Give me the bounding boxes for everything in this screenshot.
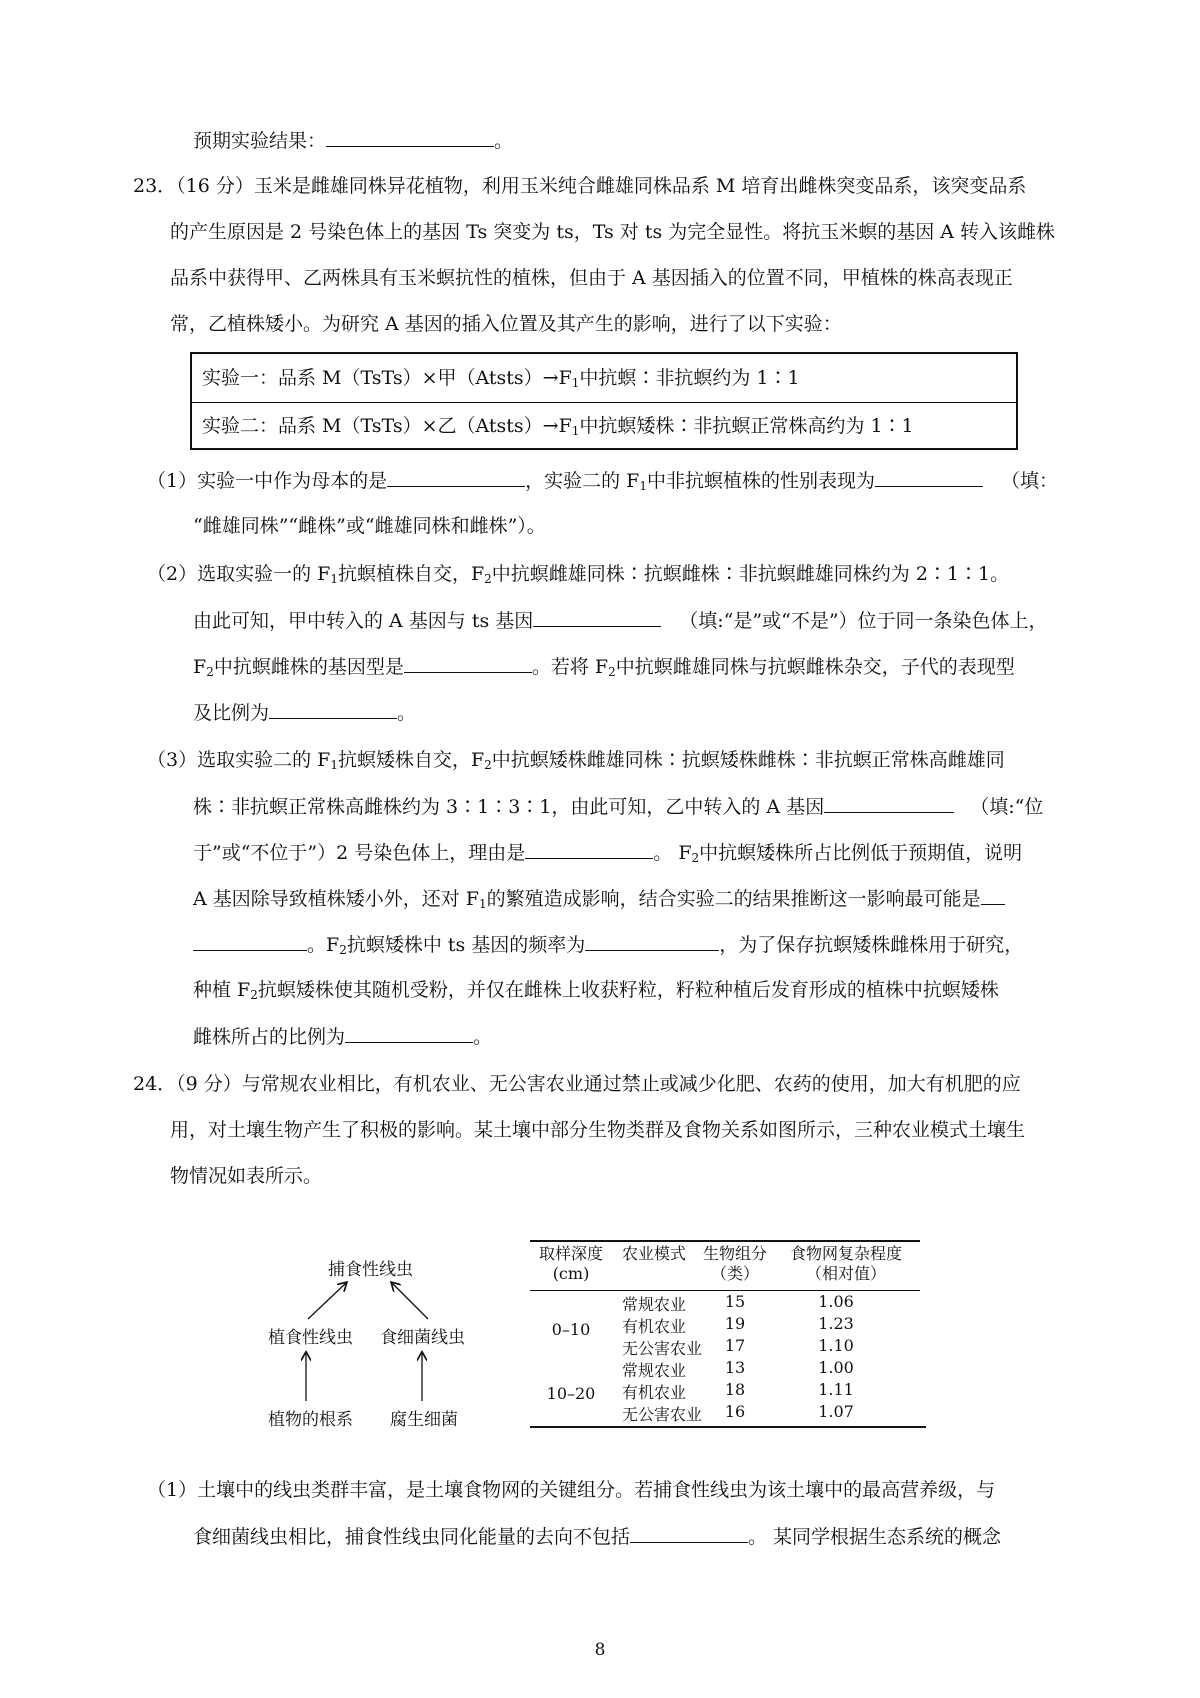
q24-line-1: 24．（9 分）与常规农业相比，有机农业、无公害农业通过禁止或减少化肥、农药的使用，加大有机肥的应 [133, 1073, 1021, 1095]
q23-part2-line-4: 及比例为 。 [193, 698, 416, 727]
header-mode: 农业模式 [621, 1244, 686, 1263]
q24-line-3: 物情况如表所示。 [170, 1165, 323, 1187]
mode-cell: 无公害农业 [621, 1405, 702, 1424]
soil-organism-table [530, 1240, 930, 1440]
count-cell: 16 [724, 1402, 746, 1421]
experiment-2: 实验二：品系 M（TsTs）×乙$(Atsts)\to F_1$中抗螟矮株∶非抗螟正常株高约为 1∶1 [202, 415, 914, 438]
count-cell: 15 [724, 1292, 746, 1311]
answer-blank[interactable] [387, 466, 525, 487]
arrow-herbivore-to-predator [308, 1283, 346, 1319]
table-header-rule [530, 1290, 920, 1291]
complexity-cell: 1.00 [818, 1358, 854, 1377]
count-cell: 17 [724, 1336, 746, 1355]
answer-blank[interactable] [404, 652, 532, 673]
node-saprophytic-bacteria: 腐生细菌 [390, 1410, 458, 1430]
count-cell: 18 [724, 1380, 746, 1399]
answer-blank[interactable] [533, 606, 661, 627]
q24-part1-line-2: 食细菌线虫相比，捕食性线虫同化能量的去向不包括 。 某同学根据生态系统的概念 [193, 1522, 1001, 1551]
depth-cell: 0–10 [551, 1320, 591, 1339]
page-number: 8 [594, 1640, 606, 1660]
q23-part2-line-1: （2）选取实验一的 $F_1$抗螟植株自交，$F_2$中抗螟雌雄同株∶抗螟雌株∶非抗螟雌雄同株约为 2∶1∶1。 [147, 563, 1010, 586]
node-bacterivorous-nematode: 食细菌线虫 [380, 1328, 465, 1348]
food-web-diagram [268, 1255, 498, 1435]
depth-cell: 10–20 [546, 1384, 596, 1403]
mode-cell: 有机农业 [621, 1317, 686, 1336]
experiment-box [190, 352, 1018, 450]
complexity-cell: 1.10 [818, 1336, 854, 1355]
count-cell: 13 [724, 1358, 746, 1377]
q23-part3-line-4: A 基因除导致植株矮小外，还对 $F_1$的繁殖造成影响，结合实验二的结果推断这一影响最可能是 [193, 884, 1005, 918]
food-web-arrows [268, 1255, 498, 1435]
table-bottom-rule [530, 1426, 926, 1428]
answer-blank[interactable] [193, 930, 307, 951]
table-top-rule [530, 1240, 920, 1242]
q23-part2-line-3: $F_2$中抗螟雌株的基因型是 。若将 $F_2$中抗螟雌雄同株与抗螟雌株杂交，子代的表现型 [193, 652, 1015, 686]
experiment-1: 实验一：品系 M（TsTs）×甲$(Atsts)\to F_1$中抗螟∶非抗螟约为 1∶1 [192, 354, 1016, 403]
answer-blank[interactable] [345, 1022, 473, 1043]
mode-cell: 常规农业 [621, 1361, 686, 1380]
q24-line-2: 用，对土壤生物产生了积极的影响。某土壤中部分生物类群及食物关系如图所示，三种农业模式土壤生 [170, 1119, 1026, 1141]
count-cell: 19 [724, 1314, 746, 1333]
q23-line-3: 品系中获得甲、乙两株具有玉米螟抗性的植株，但由于 A 基因插入的位置不同，甲植株的株高表现正 [170, 267, 1013, 289]
header-depth: 取样深度 (cm) [538, 1244, 603, 1283]
node-predatory-nematode: 捕食性线虫 [328, 1260, 413, 1280]
q23-line-4: 常，乙植株矮小。为研究 A 基因的插入位置及其产生的影响，进行了以下实验： [170, 313, 842, 335]
answer-blank[interactable] [525, 838, 653, 859]
mode-cell: 常规农业 [621, 1295, 686, 1314]
q23-line-2: 的产生原因是 2 号染色体上的基因 Ts 突变为 ts，Ts 对 ts 为完全显性。将抗玉米螟的基因 A 转入该雌株 [170, 221, 1056, 243]
q24-part1-line-1: （1）土壤中的线虫类群丰富，是土壤食物网的关键组分。若捕食性线虫为该土壤中的最高营养级，与 [147, 1479, 996, 1501]
complexity-cell: 1.07 [818, 1402, 854, 1421]
q23-part3-line-1: （3）选取实验二的 $F_1$抗螟矮株自交，$F_2$中抗螟矮株雌雄同株∶抗螟矮株雌株∶非抗螟正常株高雌雄同 [147, 749, 1005, 772]
q23-part3-line-6: 种植 $F_2$抗螟矮株使其随机受粉，并仅在雌株上收获籽粒，籽粒种植后发育形成的植株中抗螟矮株 [193, 979, 999, 1002]
answer-blank[interactable] [269, 698, 397, 719]
complexity-cell: 1.06 [818, 1292, 854, 1311]
answer-blank[interactable] [630, 1522, 748, 1543]
q23-part1-line-2: “雌雄同株”“雌株”或“雌雄同株和雌株”）。 [193, 515, 546, 537]
answer-blank[interactable] [326, 126, 494, 147]
q23-line-1: 23．（16 分）玉米是雌雄同株异花植物，利用玉米纯合雌雄同株品系 M 培育出雌株突变品系，该突变品系 [133, 175, 1027, 197]
answer-blank[interactable] [981, 884, 1005, 905]
mode-cell: 有机农业 [621, 1383, 686, 1402]
q23-part3-line-7: 雌株所占的比例为 。 [193, 1022, 492, 1051]
answer-blank[interactable] [824, 792, 954, 813]
q23-part3-line-5: 。$F_2$抗螟矮株中 ts 基因的频率为 ，为了保存抗螟矮株雌株用于研究， [193, 930, 1023, 964]
header-components: 生物组分 （类） [702, 1244, 767, 1283]
answer-blank[interactable] [875, 466, 983, 487]
node-herbivorous-nematode: 植食性线虫 [268, 1328, 353, 1348]
header-complexity: 食物网复杂程度 （相对值） [789, 1244, 902, 1283]
q23-part3-line-3: 于”或“不位于”）2 号染色体上，理由是 。 $F_2$中抗螟矮株所占比例低于预期值，说明 [193, 838, 1022, 872]
complexity-cell: 1.11 [818, 1380, 854, 1399]
mode-cell: 无公害农业 [621, 1339, 702, 1358]
answer-blank[interactable] [585, 930, 719, 951]
expected-result-line: 预期实验结果： 。 [193, 126, 513, 155]
complexity-cell: 1.23 [818, 1314, 854, 1333]
node-plant-roots: 植物的根系 [268, 1410, 353, 1430]
q23-part1-line-1: （1）实验一中作为母本的是 ，实验二的 $F_1$中非抗螟植株的性别表现为 （填： [147, 466, 1058, 500]
q23-part2-line-2: 由此可知，甲中转入的 A 基因与 ts 基因 （填:“是”或“不是”）位于同一条染色体上， [193, 606, 1048, 635]
arrow-bacterivore-to-predator [392, 1283, 428, 1319]
q23-part3-line-2: 株∶非抗螟正常株高雌株约为 3∶1∶3∶1，由此可知，乙中转入的 A 基因 （填:“位 [193, 792, 1043, 821]
